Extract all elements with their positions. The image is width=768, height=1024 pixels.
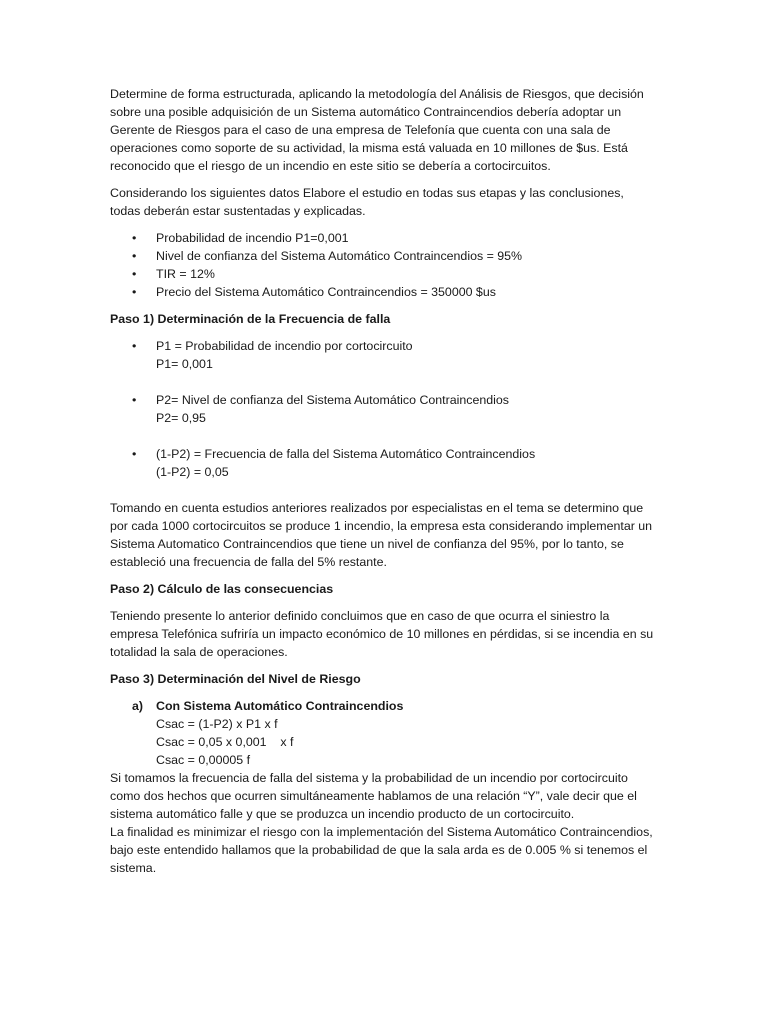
data-list-item: • Probabilidad de incendio P1=0,001 xyxy=(132,231,349,245)
paso-1-heading: Paso 1) Determinación de la Frecuencia de falla xyxy=(110,312,391,326)
paso-1-item: • (1-P2) = Frecuencia de falla del Sistema Automático Contraincendios (1-P2) = 0,05 xyxy=(132,447,536,479)
bullet-icon: • xyxy=(132,339,137,353)
paso-3-paragraph-2: La finalidad es minimizar el riesgo con la implementación del Sistema Automático Contraincendios, bajo este entendido hallamos que la probabilidad de que la sala arda es de 0.005 % si tenemos el sistema. xyxy=(110,825,653,875)
bullet-icon: • xyxy=(132,285,137,299)
bullet-icon: • xyxy=(132,447,137,461)
bullet-icon: • xyxy=(132,267,137,281)
paso-2-heading: Paso 2) Cálculo de las consecuencias xyxy=(110,582,334,596)
paso-1-list xyxy=(110,337,655,481)
subsection-a-title: a) Con Sistema Automático Contraincendios xyxy=(132,699,404,713)
bullet-icon: • xyxy=(132,231,137,245)
data-list-item: • Nivel de confianza del Sistema Automático Contraincendios = 95% xyxy=(132,249,523,263)
intro-paragraph-1: Determine de forma estructurada, aplicando la metodología del Análisis de Riesgos, que decisión sobre una posible adquisición de un Sistema automático Contraincendios debería adoptar un Gerente de Riesgos para el caso de una empresa de Telefonía que cuenta con una sala de operaciones como soporte de su actividad, la misma está valuada en 10 millones de $us. Está reconocido que el riesgo de un incendio en este sitio se debería a cortocircuitos. xyxy=(110,87,644,173)
bullet-icon: • xyxy=(132,249,137,263)
formula-line: Csac = 0,00005 f xyxy=(156,753,251,767)
data-list-item: • TIR = 12% xyxy=(132,267,215,281)
paso-2-paragraph: Teniendo presente lo anterior definido concluimos que en caso de que ocurra el siniestro la empresa Telefónica sufriría un impacto económico de 10 millones en pérdidas, si se incendia en su totalidad la sala de operaciones. xyxy=(110,609,654,659)
paso-1-item: • P1 = Probabilidad de incendio por cortocircuito P1= 0,001 xyxy=(132,339,413,371)
data-list xyxy=(110,229,655,301)
formula-line: Csac = (1-P2) x P1 x f xyxy=(156,717,278,731)
formula-line: Csac = 0,05 x 0,001 x f xyxy=(156,735,294,749)
paso-1-item: • P2= Nivel de confianza del Sistema Automático Contraincendios P2= 0,95 xyxy=(132,393,509,425)
bullet-icon: • xyxy=(132,393,137,407)
document-body xyxy=(110,85,655,886)
data-list-item: • Precio del Sistema Automático Contraincendios = 350000 $us xyxy=(132,285,496,299)
paso-1-paragraph: Tomando en cuenta estudios anteriores realizados por especialistas en el tema se determino que por cada 1000 cortocircuitos se produce 1 incendio, la empresa esta considerando implementar un Sistema Automatico Contraincendios que tiene un nivel de confianza del 95%, por lo tanto, se estableció una frecuencia de falla del 5% restante. xyxy=(110,501,653,569)
intro-paragraph-2: Considerando los siguientes datos Elabore el estudio en todas sus etapas y las conclusiones, todas deberán estar sustentadas y explicadas. xyxy=(110,186,624,218)
paso-3-paragraph-1: Si tomamos la frecuencia de falla del sistema y la probabilidad de un incendio por cortocircuito como dos hechos que ocurren simultáneamente hablamos de una relación “Y”, vale decir que el sistema automático falle y que se produzca un incendio producto de un cortocircuito. xyxy=(110,771,637,821)
paso-3-heading: Paso 3) Determinación del Nivel de Riesgo xyxy=(110,672,361,686)
paso-3-subsection-a xyxy=(110,697,655,769)
